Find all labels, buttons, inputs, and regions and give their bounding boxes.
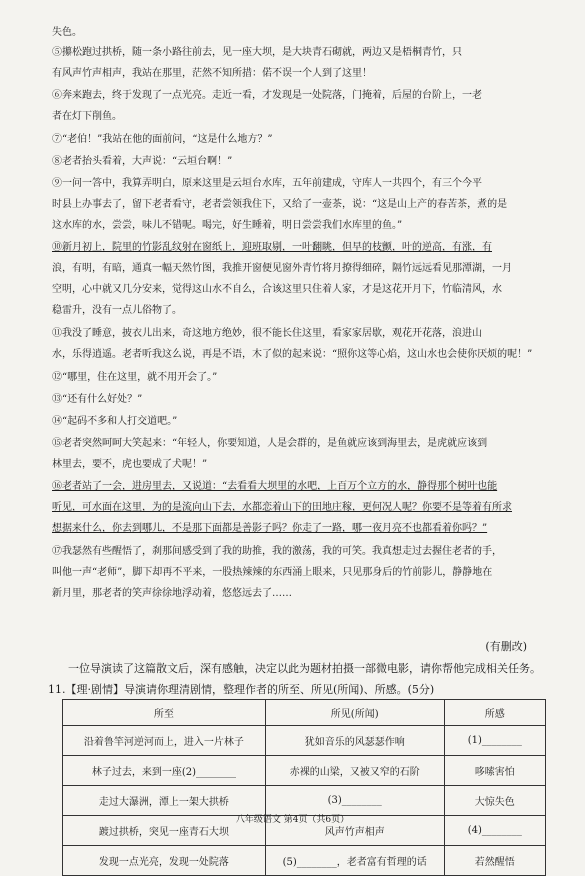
answer-blank-5[interactable]: (5)________，老者富有哲理的话 <box>265 846 444 876</box>
paragraph <box>52 22 562 43</box>
paragraph-line: ⑤攥松跑过拱桥，随一条小路往前去，见一座大坝，是大块青石砌就，两边又是梧桐青竹，只 <box>52 47 462 58</box>
header-place: 所至 <box>63 700 266 726</box>
paragraph <box>52 42 562 84</box>
paragraph-line: 林里去，要不，虎也要成了犬呢！” <box>52 459 208 470</box>
header-feeling: 所感 <box>444 700 545 726</box>
answer-blank-4[interactable]: (4)________ <box>444 816 545 846</box>
paragraph-line: ⑪我没了睡意，披衣儿出来，奇这地方绝妙，很不能长住这里，看家家居歇，观花开花落，浪进山 <box>52 328 482 339</box>
table-cell: 踱过拱桥，突见一座青石大坝 <box>63 816 266 846</box>
paragraph <box>52 389 562 410</box>
edit-note: (有删改) <box>485 640 527 653</box>
paragraph-line: ⑰我瑟然有些醒悟了，刹那间感受到了我的助推，我的激荡，我的可笑。我真想走过去握住老者的手， <box>52 546 502 557</box>
table-row <box>63 726 546 756</box>
paragraph-line: 想据来什么，你去到哪儿，不是那下面都是善影子吗？你走了一路，哪一夜月亮不也都看着你吗？” <box>52 523 488 534</box>
paragraph-line: 这水库的水，尝尝，味儿不错呢。喝完，好生睡着，明日尝尝我们水库里的鱼。” <box>52 220 403 231</box>
paragraph-line: 者在灯下削鱼。 <box>52 111 122 122</box>
table-row <box>63 756 546 786</box>
paragraph-line: ⑭“起码不多和人打交道吧。” <box>52 416 178 427</box>
paragraph <box>52 237 562 321</box>
table-cell: 哆嗦害怕 <box>444 756 545 786</box>
paragraph-line: 有风声竹声相声，我站在那里，茫然不知所措：偌不误一个人到了这里！ <box>52 68 372 79</box>
table-header-row <box>63 700 546 726</box>
plot-table <box>62 699 546 876</box>
paragraph <box>52 433 562 475</box>
answer-blank-3[interactable]: (3)________ <box>265 786 444 816</box>
table-cell: 风声竹声相声 <box>265 816 444 846</box>
paragraph <box>52 411 562 432</box>
table-cell: 犹如音乐的风瑟瑟作响 <box>265 726 444 756</box>
paragraph <box>52 367 562 388</box>
table-row <box>63 846 546 876</box>
paragraph-line: 稳雷升，没有一点儿俗物了。 <box>52 305 182 316</box>
table-cell: 赤裸的山梁，又被又窄的石阶 <box>265 756 444 786</box>
paragraph-line: ⑯老者站了一会，进房里去，又说道：“去看看大坝里的水吧，上百万个立方的水，静得那个树叶也能 <box>52 481 498 492</box>
paragraph <box>52 129 562 150</box>
page-footer: 八年级语文 第4页（共6页） <box>235 815 350 825</box>
paragraph <box>52 476 562 539</box>
paragraph <box>52 151 562 172</box>
paragraph-line: ⑦“老伯！”我站在他的面前问，“这是什么地方？” <box>52 134 273 145</box>
paragraph-line: ⑧老者抬头看着，大声说：“云垣台啊！” <box>52 156 233 167</box>
paragraph-line: 浪，有明，有暗，通真一幅天然竹图，我推开窗便见窗外青竹将月撩得细碎，隔竹远远看见那潭湖，一月 <box>52 263 512 274</box>
paragraph-line: 失色。 <box>52 27 82 38</box>
paragraph-line: 新月里，那老者的笑声徐徐地浮动着，悠悠远去了…… <box>52 588 292 599</box>
table-cell: 走过大瀑洲，潭上一架大拱桥 <box>63 786 266 816</box>
paragraph-line: 空明，心中就又几分安来，觉得这山水不自么，合该这里只住着人家，才是这花开月下，竹临清风，水 <box>52 284 502 295</box>
paragraph-line: 水，乐得逍遥。老者听我这么说，再是不语，木了似的起来说：“照你这等心焰，这山水也会使你厌烦的呢！” <box>52 349 533 360</box>
paragraph <box>52 541 562 604</box>
paragraph-line: 时县上办事去了，留下老者看守，老者尝领我住下，又给了一壶茶，说：“这是山上产的春苦茶，煮的是 <box>52 199 508 210</box>
question-11: 11.【理·剧情】导演请你理清剧情，整理作者的所至、所见(所闻)、所感。(5分) <box>48 683 435 696</box>
table-cell: 沿着鲁竿河逆河而上，进入一片林子 <box>63 726 266 756</box>
paragraph <box>52 85 562 127</box>
table-row <box>63 786 546 816</box>
paragraph-line: 听见，可水面在这里，为的是流向山下去，水都恋着山下的田地庄稼，更何况人呢？你要不是等着有所求 <box>52 502 512 513</box>
answer-blank-2[interactable]: 林子过去，来到一座(2)________ <box>63 756 266 786</box>
paragraph-line: ⑥奔来跑去，终于发现了一点光亮。走近一看，才发现是一处院落，门掩着，后屋的台阶上，一老 <box>52 90 482 101</box>
paragraph-line: ⑮老者突然呵呵大笑起来：“年轻人，你要知道，人是会群的，是鱼就应该到海里去，是虎就应该到 <box>52 438 488 449</box>
paragraph-line: ⑨一问一答中，我算弄明白，原来这里是云垣台水库，五年前建成，守库人一共四个，有三个今平 <box>52 178 482 189</box>
table-cell: 大惊失色 <box>444 786 545 816</box>
paragraph <box>52 323 562 365</box>
table-cell: 发现一点光亮，发现一处院落 <box>63 846 266 876</box>
task-intro: 一位导演读了这篇散文后，深有感触，决定以此为题材拍摄一部微电影，请你帮他完成相关任务。 <box>68 662 541 675</box>
table-cell: 若然醒悟 <box>444 846 545 876</box>
answer-blank-1[interactable]: (1)________ <box>444 726 545 756</box>
paragraph <box>52 173 562 236</box>
paragraph-line: 叫他一声“老师”，脚下却再不平来，一股热辣辣的东西涌上眼来，只见那身后的竹前影儿，静静地在 <box>52 567 493 578</box>
paragraph-line: ⑫“哪里，住在这里，就不用开会了。” <box>52 372 218 383</box>
header-seen-heard: 所见(所闻) <box>265 700 444 726</box>
paragraph-line: ⑩新月初上，院里的竹影乱纹射在窗纸上，迎班取剔，一叶翻眺，但早的枝颤，叶的逆高，有涨，有 <box>52 242 492 253</box>
paragraph-line: ⑬“还有什么好处？” <box>52 394 143 405</box>
